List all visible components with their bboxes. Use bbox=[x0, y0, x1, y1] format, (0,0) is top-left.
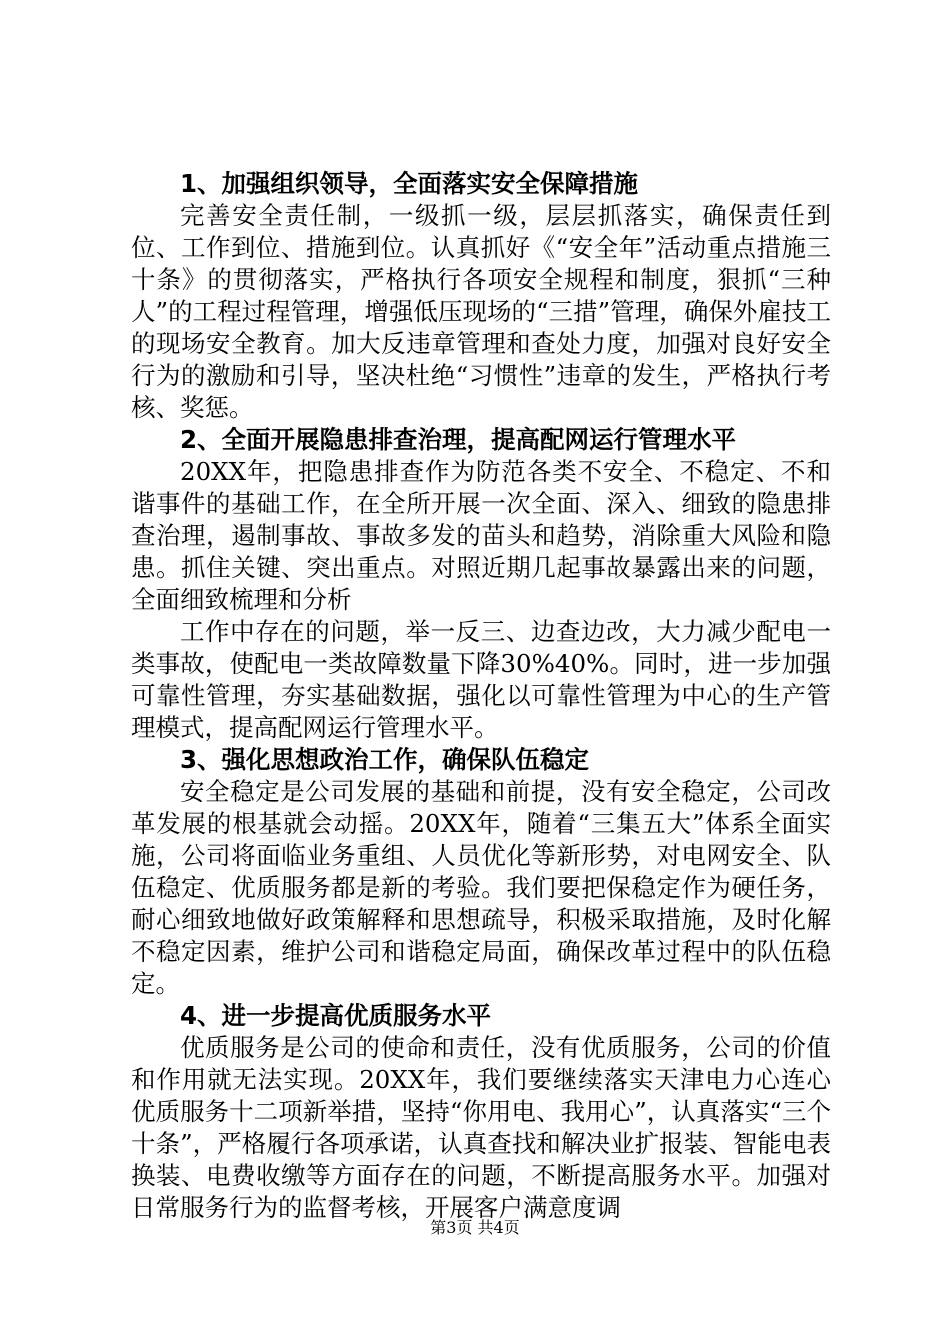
section-paragraph: 工作中存在的问题，举一反三、边查边改，大力减少配电一类事故，使配电一类故障数量下降30%40%。同时，进一步加强可靠性管理，夯实基础数据，强化以可靠性管理为中心的生产管理模式，提高配网运行管理水平。 bbox=[131, 617, 831, 742]
section-1 bbox=[131, 168, 831, 424]
section-paragraph: 完善安全责任制，一级抓一级，层层抓落实，确保责任到位、工作到位、措施到位。认真抓好《“安全年”活动重点措施三十条》的贯彻落实，严格执行各项安全规程和制度，狠抓“三种人”的工程过程管理，增强低压现场的“三措”管理，确保外雇技工的现场安全教育。加大反违章管理和查处力度，加强对良好安全行为的激励和引导，坚决杜绝“习惯性”违章的发生，严格执行考核、奖惩。 bbox=[131, 201, 831, 422]
section-paragraph: 优质服务是公司的使命和责任，没有优质服务，公司的价值和作用就无法实现。20XX年，我们要继续落实天津电力心连心优质服务十二项新举措，坚持“你用电、我用心”，认真落实“三个十条”，严格履行各项承诺，认真查找和解决业扩报装、智能电表换装、电费收缴等方面存在的问题，不断提高服务水平。加强对日常服务行为的监督考核，开展客户满意度调 bbox=[131, 1033, 831, 1222]
section-heading: 4、进一步提高优质服务水平 bbox=[180, 1001, 492, 1030]
section-paragraph: 20XX年，把隐患排查作为防范各类不安全、不稳定、不和谐事件的基础工作，在全所开展一次全面、深入、细致的隐患排查治理，遏制事故、事故多发的苗头和趋势，消除重大风险和隐患。抓住关键、突出重点。对照近期几起事故暴露出来的问题，全面细致梳理和分析 bbox=[131, 457, 831, 614]
section-2 bbox=[131, 424, 831, 744]
section-paragraph: 安全稳定是公司发展的基础和前提，没有安全稳定，公司改革发展的根基就会动摇。20XX年，随着“三集五大”体系全面实施，公司将面临业务重组、人员优化等新形势，对电网安全、队伍稳定、优质服务都是新的考验。我们要把保稳定作为硬任务，耐心细致地做好政策解释和思想疏导，积极采取措施，及时化解不稳定因素，维护公司和谐稳定局面，确保改革过程中的队伍稳定。 bbox=[131, 777, 831, 998]
document-body bbox=[131, 168, 831, 1224]
section-4 bbox=[131, 1000, 831, 1224]
section-heading: 3、强化思想政治工作，确保队伍稳定 bbox=[180, 745, 590, 774]
section-3 bbox=[131, 744, 831, 1000]
section-heading: 2、全面开展隐患排查治理，提高配网运行管理水平 bbox=[180, 425, 737, 454]
page-number-footer: 第3页 共4页 bbox=[430, 1218, 520, 1237]
section-heading: 1、加强组织领导，全面落实安全保障措施 bbox=[180, 169, 639, 198]
